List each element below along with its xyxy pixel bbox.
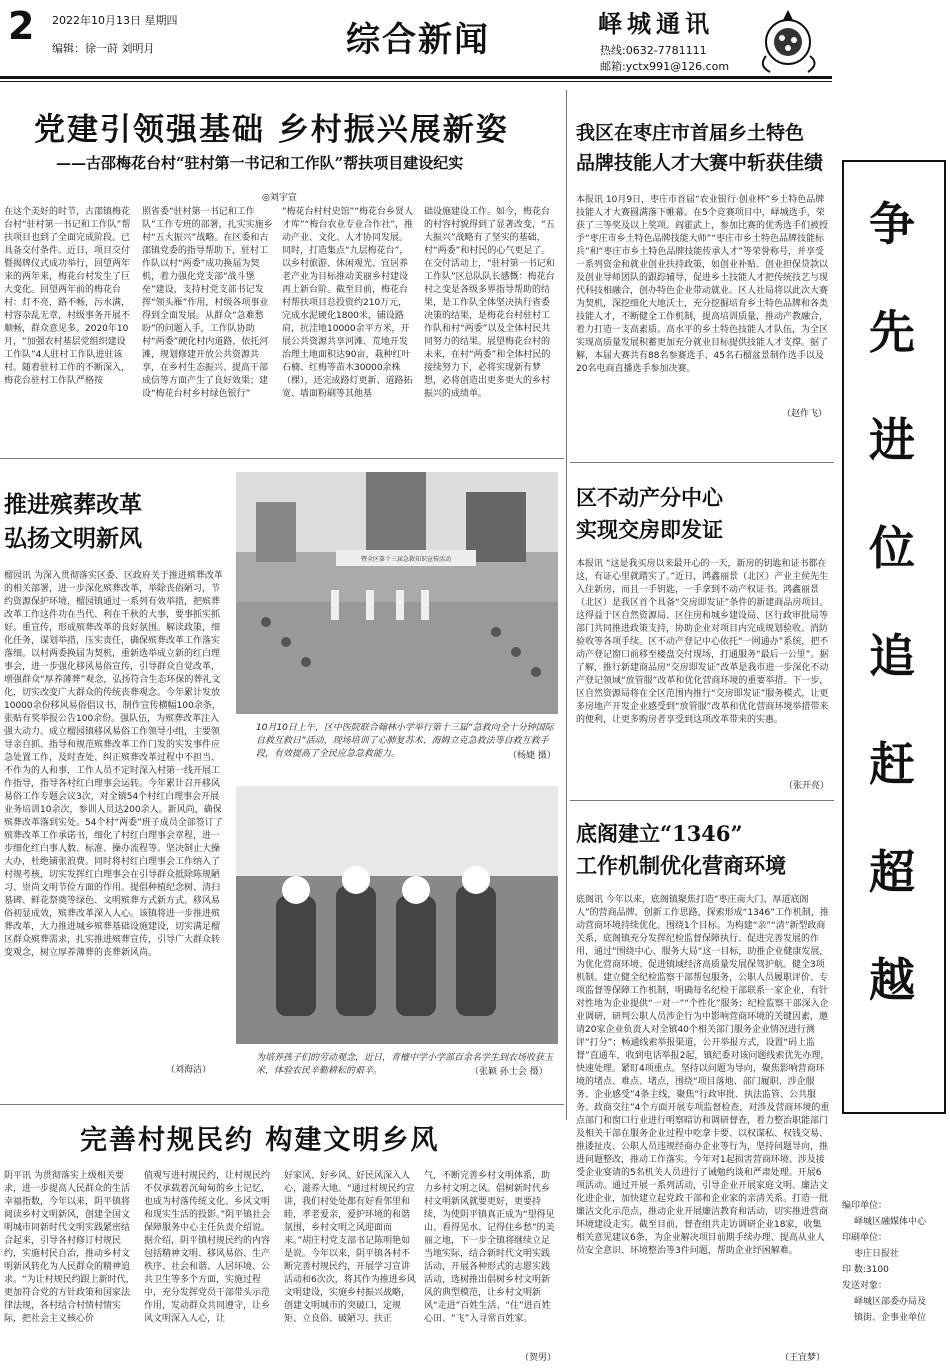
- article5-credit: （王宜梦）: [780, 1353, 826, 1363]
- imprint-line: 峄城区部委办局及: [854, 1297, 927, 1307]
- article1-col1: 在这个美好的时节，古邵镇梅花台村“驻村第一书记和工作队”帮扶项目也到了全面完成阶段。已具备交付条件。近日，项目交付暨揭牌仪式成功举行，回望两年来的两年来，梅花台村发生了巨大变化。回望两年前的梅花台村：灯不亮，路不畅，污水满，村容杂乱无章，村级事务开展不顺畅，群众意见多。2020年10月，“加强农村基层党组织建设工作队”4人驻村工作队进驻该村。随着驻村工作的不断深入，梅花台驻村工作队严格按: [4, 207, 131, 386]
- hotline: 热线:0632-7781111: [600, 44, 707, 57]
- imprint-line: 镇街、企事业单位: [854, 1313, 927, 1323]
- article1-col4: 础设施建设工作。如今，梅花台的村容村貌得到了显著改变，“五大振兴”战略有了坚实的基础，村“两委”和村民的心气更足了。在交付活动上，“驻村第一书记和工作队”区总队队长感慨：梅花台村之变是各级多界指导帮助的结果，是工作队全体坚决执行省委决策的结果，是梅花台村驻村工作队和村“两委”以及全体村民共同努力的结果。展望梅花台村的未来，在村“两委”和全体村民的接续努力下，必将实现新有梦想，必将创造出更多更大的乡村振兴的成绩单。: [424, 207, 555, 399]
- header-rule-thin: [0, 81, 832, 82]
- masthead-logo: 峄城通讯: [598, 9, 714, 38]
- slogan-char: 先: [869, 305, 915, 359]
- article2-body: 榴园讯 为深入贯彻落实区委、区政府关于推进殡葬改革的相关部署，进一步深化殡葬改革，举除丧俗陋习，节约资源保护环境，榴园镇通过一系列有效举措，把殡葬改革工作这件功在当代、利在千秋的大事，要事抓实抓好。重宣传，形成殡葬改革的良好氛围。解读政策，细化任务，谋划举措，压实责任，确保殡葬改革工作落实落细。以村两委换届为契机，重新选举成立新的红白理事会，进一步强化移风易俗宣传，引导群众自觉改革，增强群众“厚养薄葬”观念，弘扬符合生态环保的葬礼文化，切实改变广大群众的传统丧葬观念。今年累计发放10000余份移风易俗倡议书，制作宣传横幅100余条，张贴有奖举报公告100余份。强队伍，为殡葬改革注入强大动力。成立榴园镇移风易俗工作领导小组，主要领导亲自抓、指导和规范殡葬改革工作门发的实发事件应急处置工作，及时查处、纠正殡葬改革过程中不担当、不作为的人和事，工作人员不定时深入村第一线开展工作指导，指导各村红白理事会运转。今年累计召开移风易俗工作专题会议3次，对全镇54个村红白理事会开展业务培训10余次，参训人员达200余人。新风尚，确保殡葬改革落到实处。54个村“两委”班子成员全部签订了殡葬改革工作承诺书，细化了村红白理事会章程，进一步细化红白事人数、标准、操办流程等。坚决制止大操大办，杜绝铺张浪费。同时将村红白理事会工作纳入了村规考核，切实发挥红白理事会在引导群众抵除陈规陋习、崇尚文明节俭方面的作用。提倡种植纪念树、清扫墓碑、鲜花祭奠等绿色、文明殡葬方式新方式。移风易俗初显成效，殡葬改革深入人心。该镇将进一步推进殡葬改革，大力推进城乡殡葬基础设施建设，切实满足榴区群众殡葬需求，扎实推进殡葬宣传，引导广大群众转变观念，树立厚养薄葬的丧葬新风尚。: [4, 571, 223, 958]
- pomegranate-flower-icon: [748, 6, 828, 78]
- article1-col3: “梅花台村村史馆”“梅花台乡贤人才库”“梅台农业专业合作社”，推动产业、文化、人才协同发展。同时，打造集点“九层梅花台”，以乡村旅游、休闲观光、宜居养老产业为目标推动美丽乡村建设再上新台阶。截至目前，梅花台村帮扶项目总投资约210万元，完成水泥硬化1800米，铺设路肩，抗洼地10000余平方米，开展公共资源共享河滩、荒地开发治理土地面积达90亩，栽种红叶石楠、红梅等苗木30000余株（棵），还完成路灯更新、道路拓宽、墙面粉刷等其他基: [282, 207, 413, 399]
- imprint-box: [842, 1198, 946, 1326]
- article5-title-line2: 工作机制优化营商环境: [576, 853, 786, 878]
- imprint-line: 枣庄日报社: [854, 1249, 900, 1259]
- slogan-char: 赶: [869, 737, 915, 791]
- article1-col2: 照省委“驻村第一书记和工作队”工作专班的部署，扎实实施乡村“五大振兴”战略。在区委和古邵镇党委的指导帮助下，驻村工作队以村“两委”成功换届为契机，着力强化党支部“战斗堡垒”建设，支持村党支部书记发挥“领头雁”作用，村级各项事业得到全面发展。从群众“急难愁盼”的问题入手，工作队协助村“两委”硬化村内道路，依托河滩，规划修建开放公共资源共享，在乡村生态振兴、提高干部成信等方面产生了良好效果；建设“梅花台村乡村绿色银行”: [142, 207, 273, 399]
- article5-body: 底阁讯 今年以来，底阁镇聚焦打造“枣庄南大门、厚道底阁人”的营商品牌，创新工作思路，探索形成“1346”工作机制，推动营商环境持续优化。围绕1个目标。为构建“亲”“清”新型政商关系，底阁镇充分发挥纪检监督保障执行、促进完善发展的作用，通过“围绕中心、服务大局”这一目标，助推企业健康发展，为优化营商环境、促进镇域经济高质量发展保驾护航。健全3项机制。建立健全纪检监察干部帮包服务，公职人员履职评价、专项监督等保障工作机制，明确每名纪检干部联系一家企业，有针对性地为企业提供“一对一”“个性化”服务；纪检监察干部深入企业调研，研判公职人员涉企行为中影响营商环境的关键因素，邀请20家企业负责人对全镇40个相关部门服务企业情况进行测评“打分”；畅通线索举报渠道，公开举报方式，设置“码上监督”直通车，收到电话举报2起，镇纪委对该问题线索优先办理，快速处理。紧盯4项重点。坚持以问题为导向，聚焦影响营商环境的堵点、难点、堵点，围绕“项目落地、部门履职、涉企服务、企业感受”4条主线，聚焦“行政审批、执法监管、公共服务、政商交往”4个方面开展专项监督检查，对涉及营商环境的重点部门和窗口行业进行明察暗访和调研督查，着力整治职能部门及相关干部在服务企业过程中吃拿卡要、以权谋私、权钱交易、推诿扯皮、公职人员违规经商办企业等行为，坚持问题导向，推进问题整改，推动工作落实。今年对1起损害营商环境、涉及接受企业宴请的5名机关人员进行了诫勉约谈和严肃处理。开展6项活动。通过开展一系列活动，引导企业开展家庭文明、廉洁文化进企业，加快建立起党政干部和企业家的亲清关系。打造一批廉洁文化示范点，推动企业开展廉洁教育和活动，切实推进营商环境建设走实。截至目前，督查组共走访调研企业18家，收集相关意见建议6条，为企业解决项目前期手续办理、提高从业人员安全意识、环境整治等3件问题，帮助企业纾困解难。: [576, 895, 830, 1256]
- slogan-char: 争: [869, 197, 915, 251]
- header-rule: [0, 76, 832, 79]
- article4-title-line1: 区不动产分中心: [576, 485, 723, 510]
- article2-credit: （刘海洁）: [166, 1065, 212, 1075]
- photo-banner: 暨全区第十三届急救知识宣传活动: [360, 556, 451, 563]
- article3-body: 本报讯 10月9日，枣庄市首届“农业银行·创业杯”乡土特色品牌技能人才大赛圆满落下帷幕。在5个竞赛项目中，峄城选手，荣获了三等奖及以上奖项。阎霍武上，参加比赛的优秀选手们被授予“枣庄市乡土特色品牌技能大师”“枣庄市乡土特色品牌技能标兵”和“枣庄市乡土特色品牌技能传承人才”等荣誉称号，并享受一系列资金和就业创业扶持政策，如创业补贴、创业担保贷款以及创业导师团队的跟踪辅导，促进乡土技能人才把传统技艺与现代科技相融合，创办特色企业带动就业。区人社局将以此次大赛为契机，深挖细化大地沃土，充分挖掘培育乡土特色品牌和各类技能人才，不断健全工作机制，提高培训质量，推动产教融合，着力打造一支高素质、高水平的乡土特色技能人才队伍，为全区实现高质量发展积蓄更加充分就业目标提供技能人才支撑。据了解，本届大赛共有88名参赛选手、45名石榴盆景制作选手以及20名电商直播选手参加决赛。: [576, 195, 829, 374]
- article6-col3: 好家风、好乡风、好民风深入人心，滋养大地。“通过村规民约宣讲，我们村处处都有好看邻里和睦，孝老爱亲，爱护环境的和谐氛围，乡村文明之风迎面而来。”胡庄村党支部书记陈明艳如是说。今年以来，阴平镇各村不断完善村规民约，开展学习宣讲活动和6次次，将其作为推进乡风文明建设，实施乡村振兴战略，创建文明城市的突破口，定规矩、立良俗、破陋习、扶正: [284, 1171, 416, 1324]
- article6-col1: 阴平讯 为贯彻落实上级相关要求，进一步提高人民群众的生活幸福指数，今年以来，阴平镇将阅读乡村文明新风，创建全国文明城市同新时代文明实践紧密结合起来，引导各村修订村规民约，实施村民自治，推动乡村文明新风转化为人民群众的精神追求。“为让村规民约跟上新时代，更加符合党的方针政策和国家法律法规，各村结合村情村情实际，把社会主义核心价: [4, 1171, 135, 1324]
- article3-title-line2: 品牌技能人才大赛中斩获佳绩: [576, 152, 824, 174]
- slogan: [842, 170, 942, 1034]
- imprint-line: 编印单位：: [842, 1201, 888, 1211]
- article4-credit: （张开亮）: [784, 781, 830, 791]
- first-aid-event-photo: [236, 472, 558, 714]
- column-divider: [566, 90, 567, 1120]
- photo-illustration: [236, 786, 558, 1044]
- article6-title: 完善村规民约 构建文明乡风: [80, 1125, 440, 1156]
- page-number: 2: [8, 4, 35, 48]
- slogan-char: 追: [869, 629, 915, 683]
- photo2-credit: （张颖 孙士会 摄）: [470, 1067, 548, 1077]
- article4-body: 本报讯 “这是我买房以来最开心的一天，新房的钥匙和证书都在这，有证心里就踏实了。”近日，鸿鑫丽景（北区）产业主侯先生入住新房，而且一手钥匙，一手拿到不动产权证书。鸿鑫丽景（北区）是我区首个具备“交房即发证”条件的新建商品房项目。这得益于区自然资源局、区住房和城乡建设局、区行政审批局等部门共同推进政策支持，协助企业对项目内完成规划验收、消防验收等各项手续。区不动产登记中心依托“一网通办”系统，把不动产登记窗口前移至楼盘交付现场，打通服务“最后一公里”。据了解，推行新建商品房“交房即发证”改革是我市进一步深化不动产登记领域“放管服”改革和优化营商环境的重要举措。下一步，区自然资源局将在全区范围内推行“交房即发证”服务模式，让更多房地产开发企业感受到“放管服”改革和优化营商环境举措带来的便利，让更多购房者享受到这项改革带来的实惠。: [576, 559, 829, 725]
- issue-date: 2022年10月13日 星期四: [52, 14, 178, 27]
- article6-col2: 值观写进村规民约，让村规民约不仅承载着沉甸甸的乡土记忆，也成为村落传统文化、乡风文明和现实生活的投影。”阴平镇社会保障服务中心主任负责介绍说。据介绍，阴平镇村规民约的内容包括精神文明、移风易俗、生产秩序、社会和谐、人居环境、公共卫生等多个方面，实施过程中，充分发挥党员干部带头示范作用，发动群众共同遵守，让乡风文明深入人心，让: [144, 1171, 271, 1324]
- article3-title: [576, 118, 823, 178]
- article1-subtitle: ——古邵梅花台村“驻村第一书记和工作队”帮扶项目建设纪实: [56, 154, 464, 172]
- imprint-line: 印刷单位：: [842, 1233, 888, 1243]
- article3-title-line1: 我区在枣庄市首届乡土特色: [576, 122, 805, 144]
- article5-title: [576, 818, 786, 882]
- editors: 编辑：徐一莳 刘明月: [52, 42, 155, 55]
- slogan-char: 位: [869, 521, 915, 575]
- slogan-char: 超: [869, 845, 915, 899]
- corn-harvest-photo: [236, 786, 558, 1044]
- photo1-caption: 10月10日上午，区中医院联合翰林小学举行第十三届“急救向全十分钟国际自救互救日”活动，现场培训了心肺复苏术、海姆立克急救法等自救互救手段，有效提高了全民应急急救能力。: [256, 723, 554, 759]
- article4-title-line2: 实现交房即发证: [576, 517, 723, 542]
- imprint-line: 峄城区融媒体中心: [854, 1217, 927, 1227]
- article6-col4: 气，不断完善乡村文明体系，助力乡村文明之风。倡树新时代乡村文明新风就要更好，更要持续，为使阴平镇真正成为“望得见山、看得见水、记得住乡愁”的美丽之地，下一步全镇将继续立足当地实际，结合新时代文明实践活动，开展各种形式的志愿实践活动，选树推出倡树乡村文明新风的典型模范，让乡村文明新风“走进”百姓生活、“住”进百姓心田、“飞”入寻常百姓家。: [424, 1171, 555, 1324]
- imprint-line: 印 数:3100: [842, 1265, 889, 1275]
- slogan-char: 越: [869, 953, 915, 1007]
- divider: [570, 800, 834, 801]
- section-title: 综合新闻: [346, 20, 490, 60]
- article1-byline: ◎刘宇宣: [262, 193, 297, 203]
- article3-credit: （赵作飞）: [782, 409, 828, 419]
- article2-title-line1: 推进殡葬改革: [4, 491, 142, 518]
- divider: [570, 462, 834, 463]
- article2-title-line2: 弘扬文明新风: [4, 525, 142, 552]
- photo1-credit: （杨婕 摄）: [508, 751, 556, 761]
- article6-credit: （贺男）: [520, 1353, 557, 1363]
- article2-title: [4, 488, 142, 556]
- photo-illustration: [236, 472, 558, 714]
- slogan-char: 进: [869, 413, 915, 467]
- imprint-line: 发送对象：: [842, 1281, 888, 1291]
- email: 邮箱:yctx991@126.com: [600, 60, 730, 73]
- divider: [0, 458, 564, 459]
- divider: [0, 1104, 564, 1105]
- article1-title: 党建引领强基础 乡村振兴展新姿: [34, 112, 509, 148]
- article5-title-line1: 底阁建立“1346”: [576, 821, 743, 846]
- photo2-caption: 为培养孩子们的劳动观念，近日，青檀中学小学部百余名学生到农场收获玉米，体验农民辛勤耕耘的艰辛。: [256, 1053, 554, 1076]
- article4-title: [576, 482, 723, 546]
